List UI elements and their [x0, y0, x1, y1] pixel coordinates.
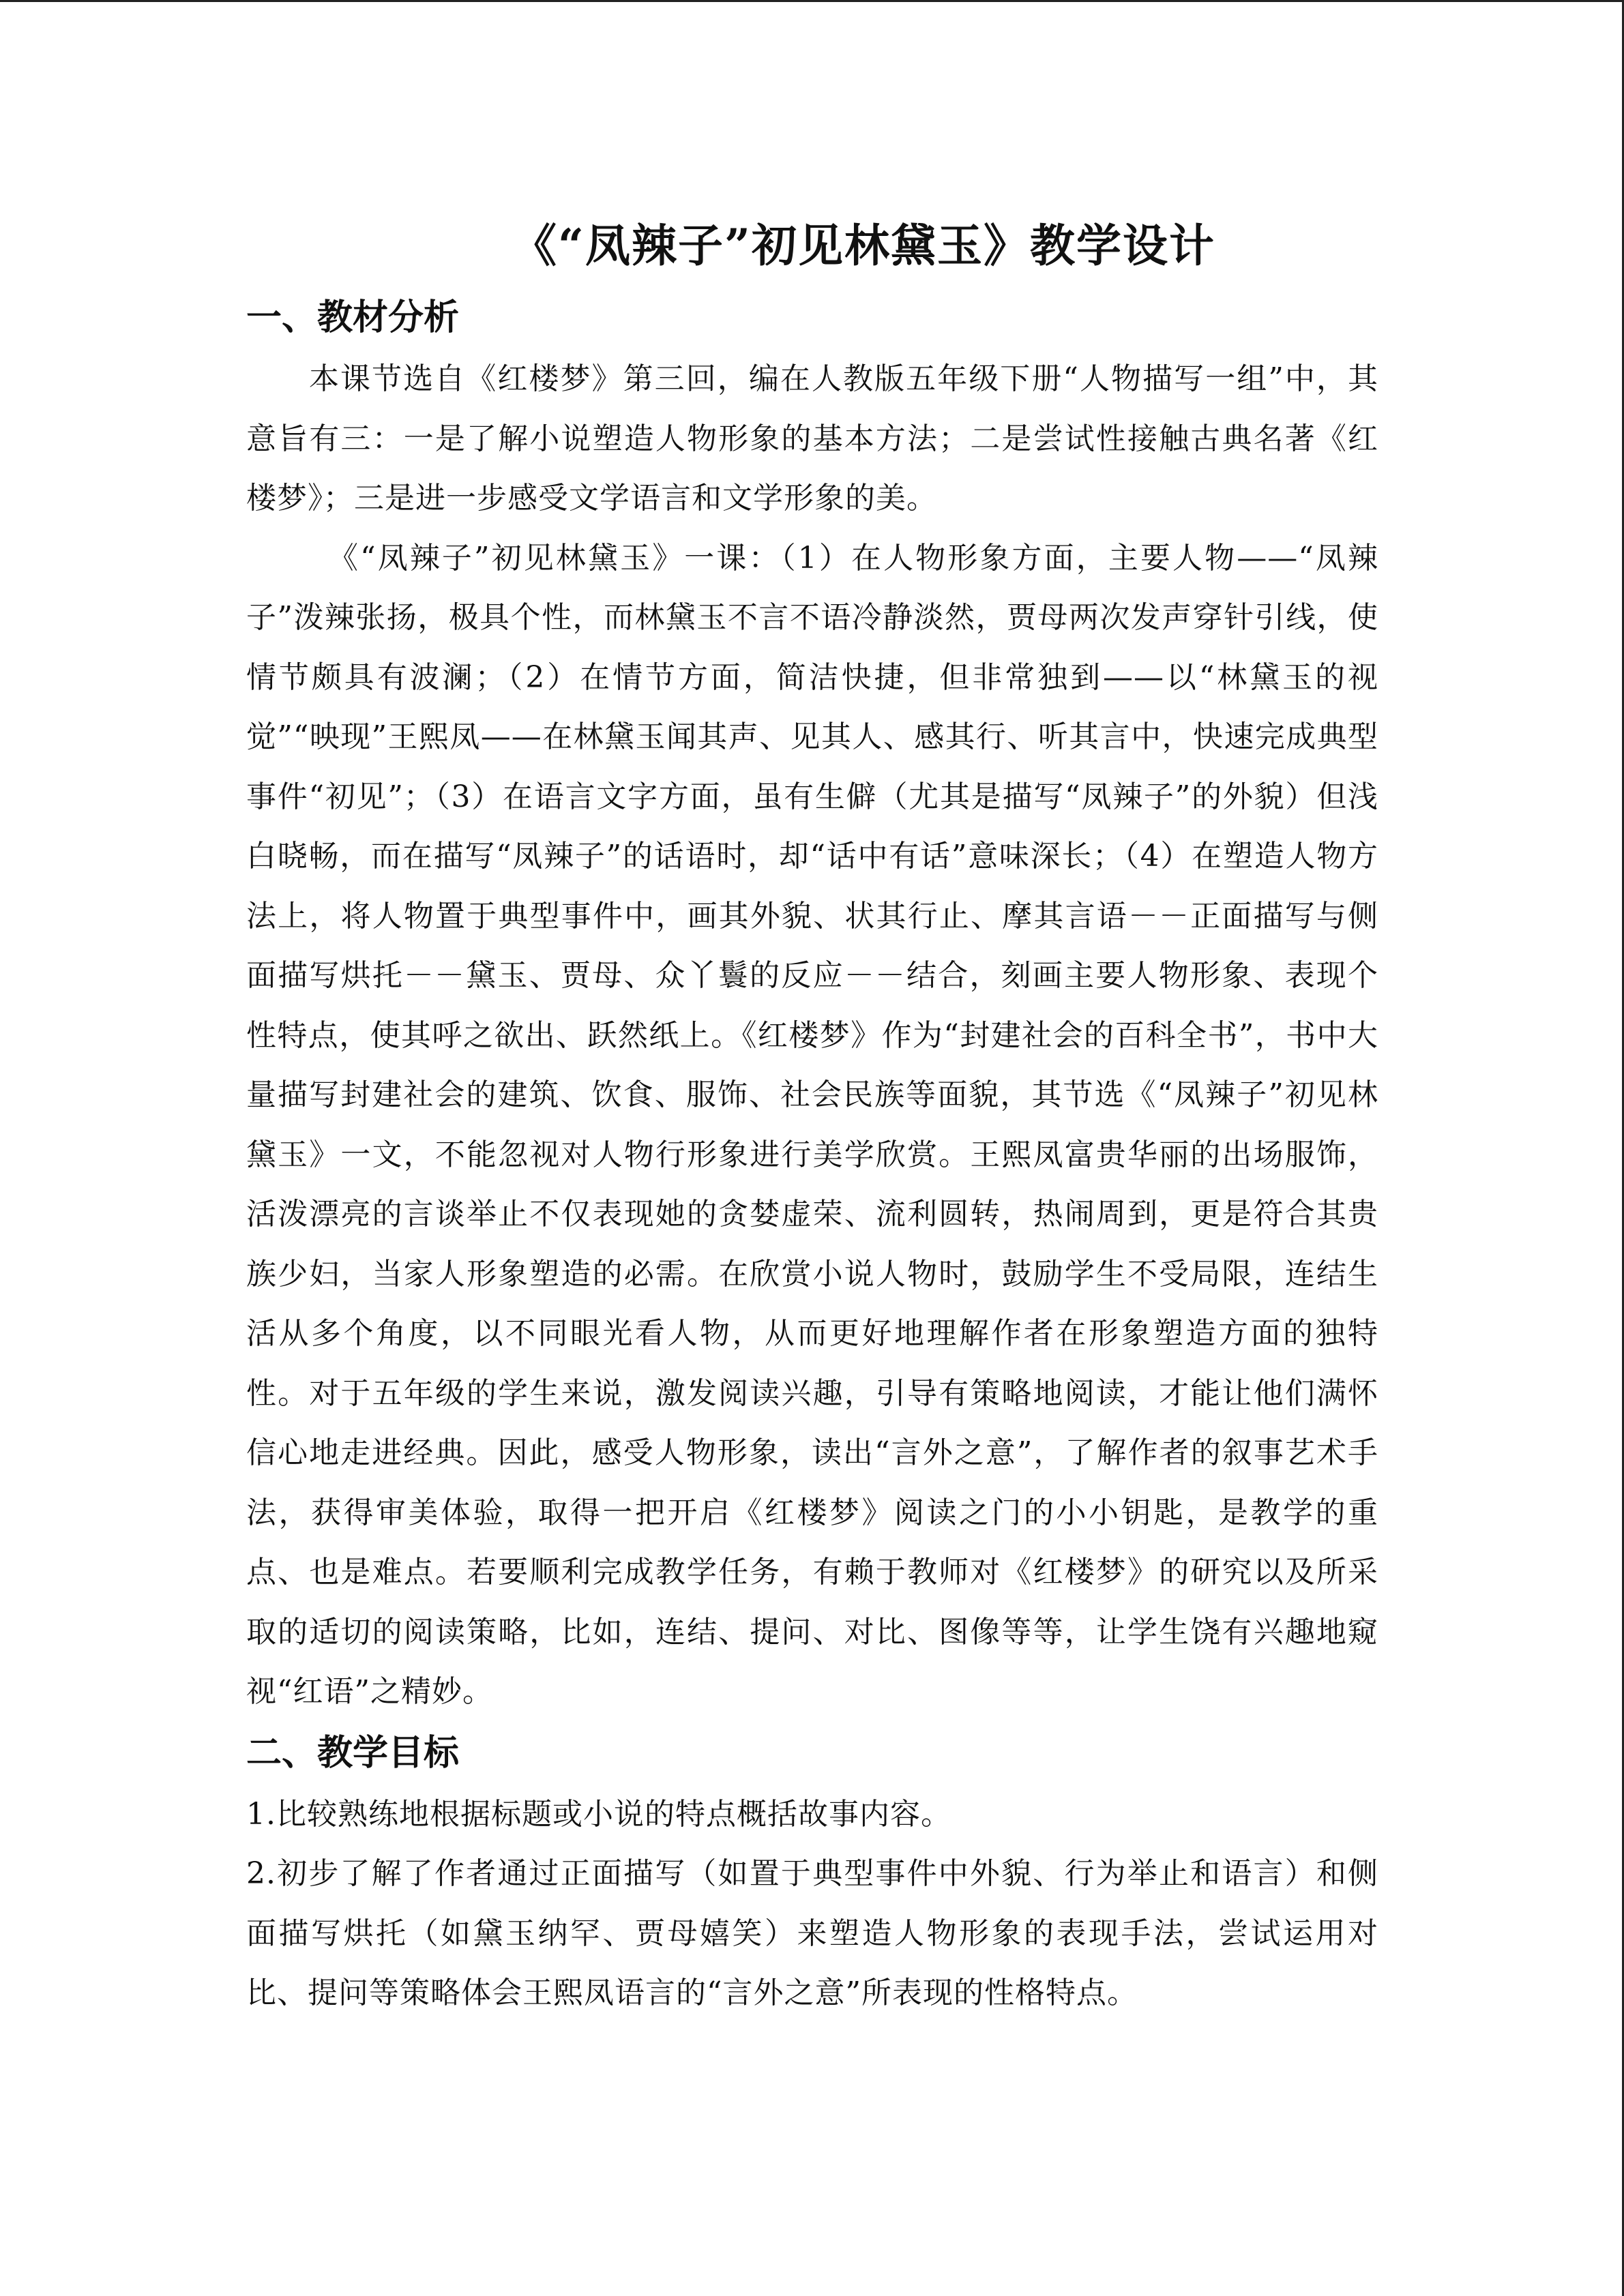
material-analysis-paragraph-2: 《“凤辣子”初见林黛玉》一课：（1）在人物形象方面，主要人物——“凤辣子”泼辣张扬，极具个性，而林黛玉不言不语冷静淡然，贾母两次发声穿针引线，使情节颇具有波澜；（2）在情节方面，简洁快捷，但非常独到——以“林黛玉的视觉”“映现”王熙凤——在林黛玉闻其声、见其人、感其行、听其言中，快速完成典型事件“初见”；（3）在语言文字方面，虽有生僻（尤其是描写“凤辣子”的外貌）但浅白晓畅，而在描写“凤辣子”的话语时，却“话中有话”意味深长；（4）在塑造人物方法上，将人物置于典型事件中，画其外貌、状其行止、摩其言语－－正面描写与侧面描写烘托－－黛玉、贾母、众丫鬟的反应－－结合，刻画主要人物形象、表现个性特点，使其呼之欲出、跃然纸上。《红楼梦》作为“封建社会的百科全书”，书中大量描写封建社会的建筑、饮食、服饰、社会民族等面貌，其节选《“凤辣子”初见林黛玉》一文，不能忽视对人物行形象进行美学欣赏。王熙凤富贵华丽的出场服饰，活泼漂亮的言谈举止不仅表现她的贪婪虚荣、流利圆转，热闹周到，更是符合其贵族少妇，当家人形象塑造的必需。在欣赏小说人物时，鼓励学生不受局限，连结生活从多个角度，以不同眼光看人物，从而更好地理解作者在形象塑造方面的独特性。对于五年级的学生来说，激发阅读兴趣，引导有策略地阅读，才能让他们满怀信心地走进经典。因此，感受人物形象，读出“言外之意”，了解作者的叙事艺术手法，获得审美体验，取得一把开启《红楼梦》阅读之门的小小钥匙，是教学的重点、也是难点。若要顺利完成教学任务，有赖于教师对《红楼梦》的研究以及所采取的适切的阅读策略，比如，连结、提问、对比、图像等等，让学生饶有兴趣地窥视“红语”之精妙。 — [246, 540, 1378, 1709]
document-body — [246, 205, 1378, 2023]
teaching-objective-item-2: 2.初步了解了作者通过正面描写（如置于典型事件中外貌、行为举止和语言）和侧面描写烘托（如黛玉纳罕、贾母嬉笑）来塑造人物形象的表现手法，尝试运用对比、提问等策略体会王熙凤语言的“言外之意”所表现的性格特点。 — [246, 1856, 1378, 2010]
section-heading-material-analysis: 一、教材分析 — [246, 297, 460, 338]
page-top-border — [0, 0, 1624, 2]
section-heading-teaching-objectives: 二、教学目标 — [246, 1732, 460, 1774]
material-analysis-paragraph-1: 本课节选自《红楼梦》第三回，编在人教版五年级下册“人物描写一组”中，其意旨有三：一是了解小说塑造人物形象的基本方法；二是尝试性接触古典名著《红楼梦》；三是进一步感受文学语言和文学形象的美。 — [246, 361, 1378, 516]
document-title: 《“凤辣子”初见林黛玉》教学设计 — [512, 219, 1215, 272]
teaching-objective-item-1: 1.比较熟练地根据标题或小说的特点概括故事内容。 — [246, 1796, 951, 1832]
